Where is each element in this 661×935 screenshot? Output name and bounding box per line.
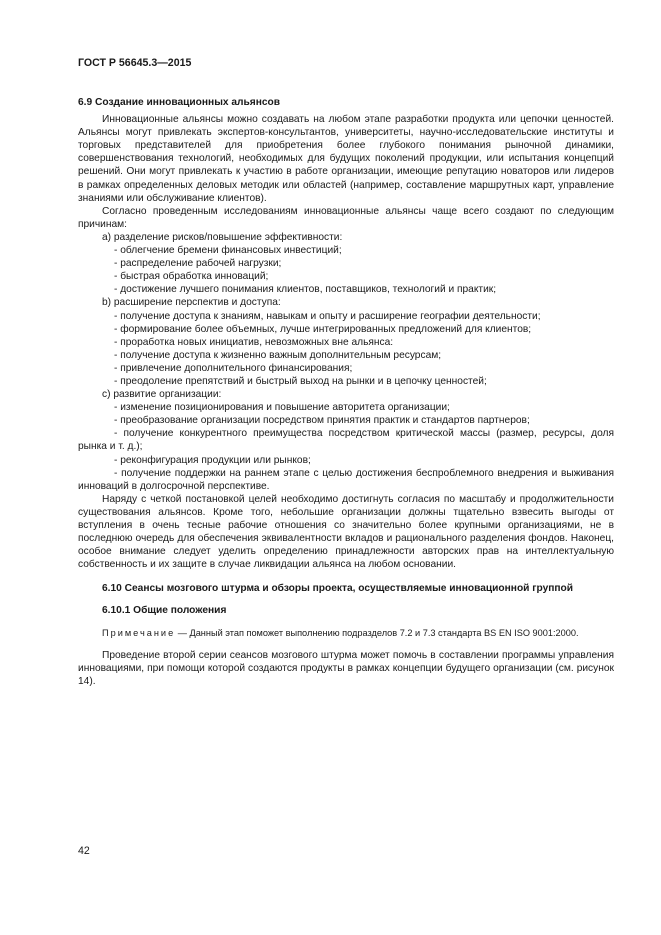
- note-text: — Данный этап поможет выполнению подразделов 7.2 и 7.3 стандарта BS EN ISO 9001:2000.: [175, 627, 579, 638]
- section-6-10-title: 6.10 Сеансы мозгового штурма и обзоры проекта, осуществляемые инновационной группой: [102, 583, 574, 595]
- group-c-item: - получение конкурентного преимущества посредством критической массы (размер, ресурсы, доля рынка и т. д.);: [78, 428, 614, 453]
- group-b-title: b) расширение перспектив и доступа:: [102, 297, 281, 309]
- section-6-9-paragraph-2: Согласно проведенным исследованиям инновационные альянсы чаще всего создают по следующим причинам:: [78, 205, 614, 230]
- group-b-item: - проработка новых инициатив, невозможных вне альянса:: [114, 336, 394, 348]
- group-a-title: a) разделение рисков/повышение эффективности:: [102, 231, 343, 243]
- document-header: ГОСТ Р 56645.3—2015: [78, 57, 192, 69]
- group-a-item: - распределение рабочей нагрузки;: [114, 258, 282, 270]
- group-a-item: - быстрая обработка инноваций;: [114, 271, 269, 283]
- section-6-9-title: 6.9 Создание инновационных альянсов: [78, 97, 281, 108]
- page-number: 42: [78, 845, 90, 857]
- section-6-9-paragraph-3: Наряду с четкой постановкой целей необходимо достигнуть согласия по масштабу и продолжительности существования альянсов. Кроме того, небольшие организации должны тщательно взвесить выгоды от вступления в очень тесные рабочие отношения со значительно более крупными организациями, не в последнюю очередь для обеспечения эквивалентности вкладов и рационального разделения фондов. Наконец, особое внимание следует уделить определению принадлежности авторских прав на интеллектуальную собственность и их защите в случае ликвидации альянса на любом основании.: [78, 493, 614, 571]
- group-b-item: - формирование более объемных, лучше интегрированных предложений для клиентов;: [114, 323, 532, 335]
- group-b-item: - получение доступа к жизненно важным дополнительным ресурсам;: [114, 349, 442, 361]
- group-c-item: - реконфигурация продукции или рынков;: [114, 454, 311, 466]
- section-6-10-1-title: 6.10.1 Общие положения: [102, 605, 227, 617]
- group-b-item: - привлечение дополнительного финансирования;: [114, 362, 353, 374]
- group-a-item: - достижение лучшего понимания клиентов, поставщиков, технологий и практик;: [114, 284, 497, 296]
- group-b-item: - преодоление препятствий и быстрый выход на рынки и в цепочку ценностей;: [114, 375, 487, 387]
- note-label: Примечание: [102, 627, 176, 638]
- group-a-item: - облегчение бремени финансовых инвестиций;: [114, 245, 342, 257]
- group-c-title: c) развитие организации:: [102, 389, 222, 401]
- page-content: [78, 96, 614, 688]
- group-b-item: - получение доступа к знаниям, навыкам и опыту и расширение географии деятельности;: [114, 310, 541, 322]
- group-c-item: - изменение позиционирования и повышение авторитета организации;: [114, 402, 450, 414]
- note: [78, 627, 614, 640]
- section-6-10-1-paragraph: Проведение второй серии сеансов мозгового штурма может помочь в составлении программы управления инновациями, при помощи которой создаются продукты в рамках концепции будущего организации (см. рисунок 14).: [78, 649, 614, 687]
- group-c-item: - преобразование организации посредством принятия практик и стандартов партнеров;: [114, 415, 530, 427]
- group-c-item: - получение поддержки на раннем этапе с целью достижения беспроблемного внедрения и выживания инноваций в долгосрочной перспективе.: [78, 467, 614, 492]
- section-6-9-paragraph-1: Инновационные альянсы можно создавать на любом этапе разработки продукта или цепочки ценностей. Альянсы могут привлекать экспертов-консультантов, университеты, научно-исследовательские институты и торговых представителей для приобретения более глубокого понимания рыночной динамики, совершенствования технологий, необходимых для будущих поколений продукции, или испытания концепций решений. Они могут привлекать к участию в работе организации, имеющие репутацию новаторов или лидеров в рамках определенных деловых методик или областей (например, составление маршрутных карт, управление знаниями или обслуживание клиентов).: [78, 114, 614, 204]
